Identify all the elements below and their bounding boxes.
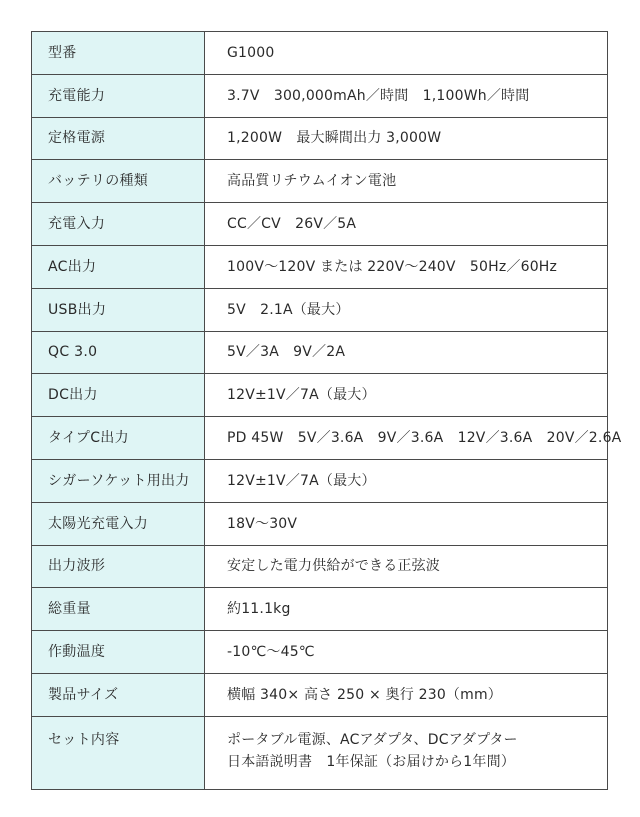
spec-label: 出力波形 bbox=[32, 545, 205, 588]
spec-row bbox=[32, 502, 608, 545]
spec-value: 12V±1V／7A（最大） bbox=[205, 459, 608, 502]
spec-table-body bbox=[32, 32, 622, 790]
spec-value-line: 日本語説明書 1年保証（お届けから1年間） bbox=[227, 753, 516, 770]
spec-row bbox=[32, 374, 608, 417]
spec-value: 18V〜30V bbox=[205, 502, 608, 545]
spec-value: G1000 bbox=[205, 32, 608, 75]
spec-row bbox=[32, 459, 608, 502]
spec-label: 総重量 bbox=[32, 588, 205, 631]
spec-value: 5V／3A 9V／2A bbox=[205, 331, 608, 374]
spec-row bbox=[32, 288, 608, 331]
spec-label: セット内容 bbox=[32, 716, 205, 789]
spec-value: 約11.1kg bbox=[205, 588, 608, 631]
spec-row bbox=[32, 32, 608, 75]
spec-value: 100V〜120V または 220V〜240V 50Hz／60Hz bbox=[205, 245, 608, 288]
spec-value: 3.7V 300,000mAh／時間 1,100Wh／時間 bbox=[205, 74, 608, 117]
spec-row bbox=[32, 417, 608, 460]
spec-row bbox=[32, 545, 608, 588]
spec-label: バッテリの種類 bbox=[32, 160, 205, 203]
spec-label: 充電入力 bbox=[32, 203, 205, 246]
spec-label: 製品サイズ bbox=[32, 673, 205, 716]
spec-value: 横幅 340× 高さ 250 × 奥行 230（mm） bbox=[205, 673, 608, 716]
spec-label: 充電能力 bbox=[32, 74, 205, 117]
spec-row bbox=[32, 588, 608, 631]
spec-row bbox=[32, 331, 608, 374]
spec-row bbox=[32, 245, 608, 288]
spec-row bbox=[32, 203, 608, 246]
spec-row bbox=[32, 673, 608, 716]
spec-label: タイプC出力 bbox=[32, 417, 205, 460]
spec-table bbox=[31, 31, 622, 790]
spec-label: DC出力 bbox=[32, 374, 205, 417]
spec-label: 太陽光充電入力 bbox=[32, 502, 205, 545]
spec-label: 型番 bbox=[32, 32, 205, 75]
spec-value: PD 45W 5V／3.6A 9V／3.6A 12V／3.6A 20V／2.6A bbox=[205, 417, 608, 460]
spec-value: 12V±1V／7A（最大） bbox=[205, 374, 608, 417]
spec-label: USB出力 bbox=[32, 288, 205, 331]
spec-row bbox=[32, 631, 608, 674]
spec-label: QC 3.0 bbox=[32, 331, 205, 374]
spec-value: 1,200W 最大瞬間出力 3,000W bbox=[205, 117, 608, 160]
spec-row bbox=[32, 716, 608, 789]
spec-label: 作動温度 bbox=[32, 631, 205, 674]
spec-label: AC出力 bbox=[32, 245, 205, 288]
spec-value: 安定した電力供給ができる正弦波 bbox=[205, 545, 608, 588]
spec-value: -10℃〜45℃ bbox=[205, 631, 608, 674]
spec-value-line: ポータブル電源、ACアダプタ、DCアダプター bbox=[227, 731, 518, 748]
spec-value bbox=[205, 716, 608, 789]
spec-value: CC／CV 26V／5A bbox=[205, 203, 608, 246]
spec-row bbox=[32, 117, 608, 160]
spec-value: 5V 2.1A（最大） bbox=[205, 288, 608, 331]
spec-label: シガーソケット用出力 bbox=[32, 459, 205, 502]
spec-label: 定格電源 bbox=[32, 117, 205, 160]
spec-value: 高品質リチウムイオン電池 bbox=[205, 160, 608, 203]
spec-row bbox=[32, 160, 608, 203]
spec-row bbox=[32, 74, 608, 117]
